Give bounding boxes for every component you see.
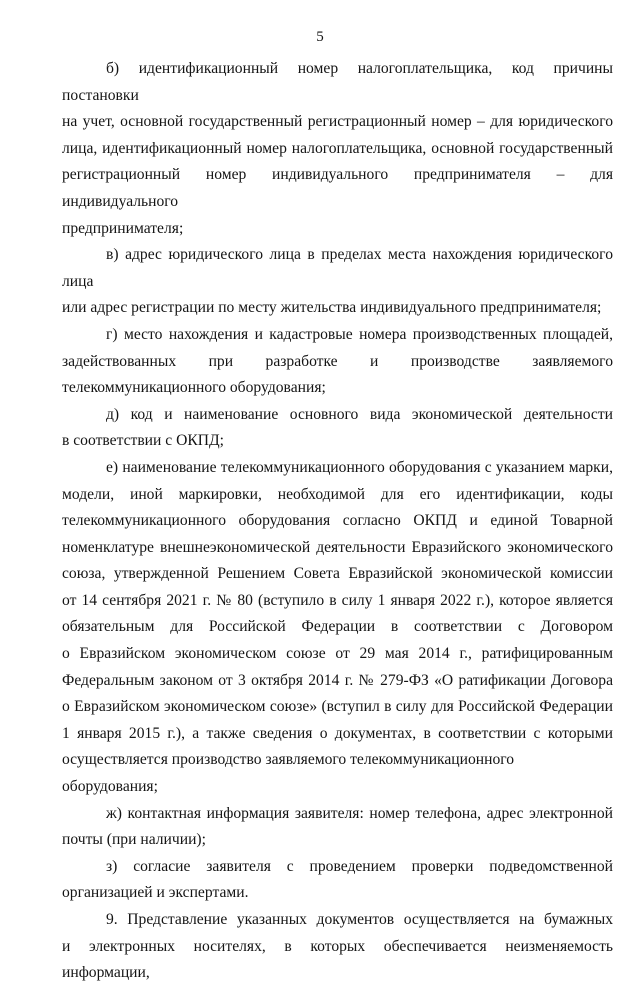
text-line: почты (при наличии);	[62, 831, 206, 849]
page-number: 5	[316, 29, 324, 45]
text-line: д) код и наименование основного вида экономической деятельности	[106, 405, 613, 423]
text-line: о Евразийском экономическом союзе» (вступил в силу для Российской Федерации	[62, 698, 613, 716]
paragraph-g	[62, 322, 613, 402]
paragraph-b	[62, 56, 613, 242]
text-line: ж) контактная информация заявителя: номер телефона, адрес электронной	[106, 804, 613, 822]
paragraph-zh	[62, 801, 613, 854]
text-line: союза, утвержденной Решением Совета Евразийской экономической комиссии	[62, 565, 613, 583]
paragraph-z	[62, 854, 613, 907]
paragraph-9	[62, 907, 613, 987]
text-line: регистрационный номер индивидуального предпринимателя – для индивидуального	[62, 166, 613, 210]
text-line: или адрес регистрации по месту жительства индивидуального предпринимателя;	[62, 299, 602, 317]
text-line: е) наименование телекоммуникационного оборудования с указанием марки,	[106, 458, 613, 476]
text-line: г) место нахождения и кадастровые номера производственных площадей,	[106, 325, 613, 343]
paragraph-d	[62, 402, 613, 455]
text-line: лица, идентификационный номер налогоплательщика, основной государственный	[62, 139, 613, 157]
text-line: в) адрес юридического лица в пределах места нахождения юридического лица	[62, 246, 613, 290]
text-line: 1 января 2015 г.), а также сведения о документах, в соответствии с которыми	[62, 724, 613, 742]
text-line: 9. Представление указанных документов осуществляется на бумажных	[106, 911, 613, 928]
text-line: номенклатуре внешнеэкономической деятельности Евразийского экономического	[62, 538, 613, 556]
text-line: обязательным для Российской Федерации в соответствии с Договором	[62, 618, 613, 636]
text-line: задействованных при разработке и производстве заявляемого	[62, 352, 613, 370]
paragraph-v	[62, 242, 613, 322]
text-line: б) идентификационный номер налогоплательщика, код причины постановки	[62, 60, 613, 104]
text-line: осуществляется производство заявляемого телекоммуникационного оборудования;	[62, 751, 515, 796]
text-line: и электронных носителях, в которых обеспечивается неизменяемость информации,	[62, 937, 613, 982]
text-line: телекоммуникационного оборудования согласно ОКПД и единой Товарной	[62, 512, 613, 530]
text-line: от 14 сентября 2021 г. № 80 (вступило в силу 1 января 2022 г.), которое является	[62, 591, 613, 609]
text-line: Федеральным законом от 3 октября 2014 г. № 279-ФЗ «О ратификации Договора	[62, 671, 613, 689]
text-line: модели, иной маркировки, необходимой для его идентификации, коды	[62, 485, 613, 503]
text-line: организацией и экспертами.	[62, 884, 249, 902]
text-line: з) согласие заявителя с проведением проверки подведомственной	[106, 857, 613, 875]
text-line: предпринимателя;	[62, 219, 184, 237]
text-line: о Евразийском экономическом союзе от 29 мая 2014 г., ратифицированным	[62, 645, 613, 663]
paragraph-e	[62, 455, 613, 801]
text-line: в соответствии с ОКПД;	[62, 432, 224, 450]
document-body	[62, 56, 613, 987]
text-line: на учет, основной государственный регистрационный номер – для юридического	[62, 113, 613, 131]
text-line: телекоммуникационного оборудования;	[62, 379, 326, 397]
